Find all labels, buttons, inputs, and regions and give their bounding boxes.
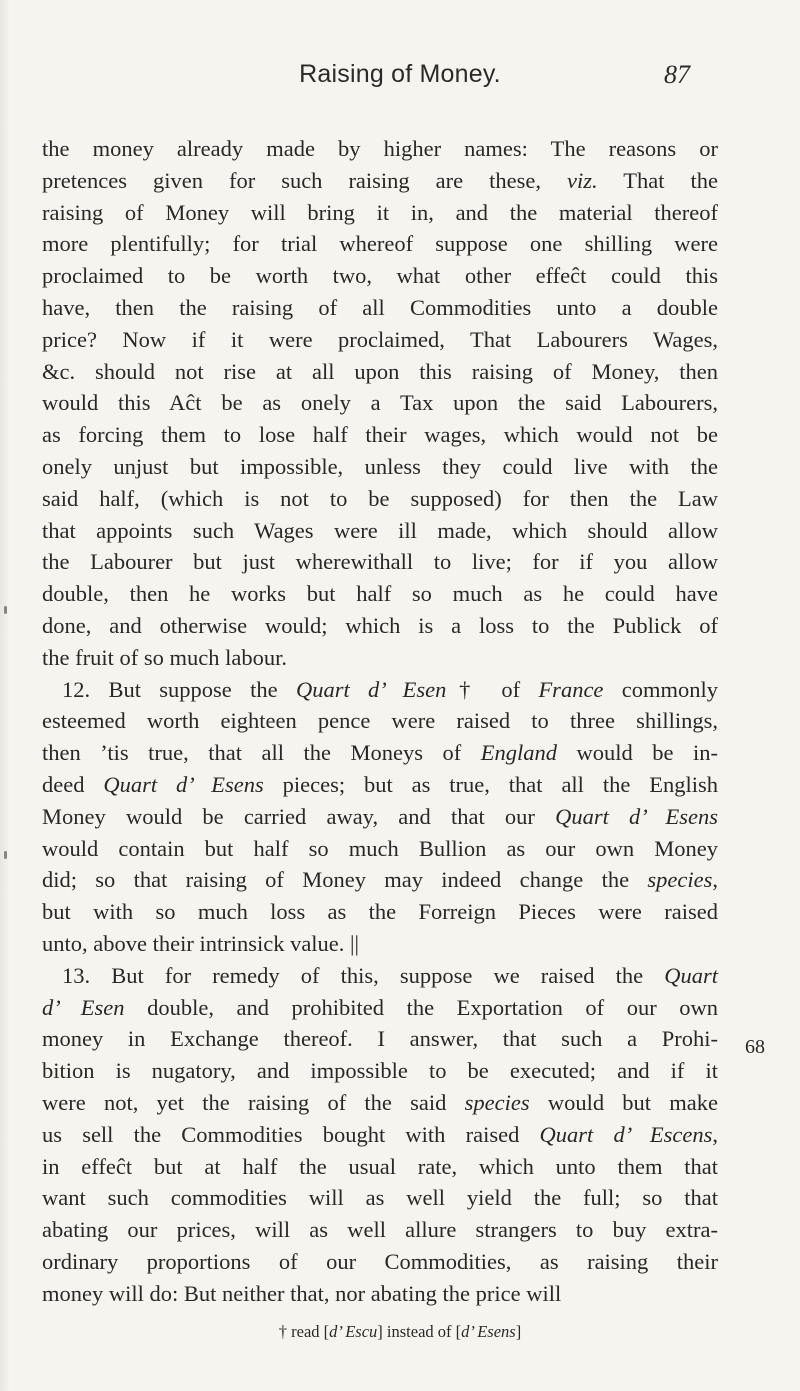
text-line: were not, yet the raising of the said species would but make <box>42 1089 719 1115</box>
text-line: money in Exchange thereof. I answer, that such a Prohi- <box>42 1026 718 1052</box>
margin-page-reference: 68 <box>745 1036 765 1058</box>
text-line: d’ Esen double, and prohibited the Exportation of our own <box>42 994 718 1020</box>
body-text <box>42 133 718 1309</box>
text-line: deed Quart d’ Esens pieces; but as true, that all the English <box>42 771 718 797</box>
text-line: but with so much loss as the Forreign Pieces were raised <box>42 899 718 925</box>
text-line: unto, above their intrinsick value. || <box>42 930 360 956</box>
text-line: then ’tis true, that all the Moneys of England would be in- <box>42 740 718 766</box>
text-line: more plentifully; for trial whereof suppose one shilling were <box>42 231 718 257</box>
footnote: † read [d’ Escu] instead of [d’ Esens] <box>278 1322 522 1341</box>
text-line: the fruit of so much labour. <box>42 644 287 670</box>
text-line: want such commodities will as well yield the full; so that <box>42 1185 718 1211</box>
text-line: abating our prices, will as well allure strangers to buy extra- <box>42 1217 718 1243</box>
text-line: the Labourer but just wherewithall to live; for if you allow <box>42 549 718 575</box>
text-line: pretences given for such raising are these, viz. That the <box>42 167 718 193</box>
text-line: price? Now if it were proclaimed, That Labourers Wages, <box>42 326 718 352</box>
text-line: ordinary proportions of our Commodities, as raising their <box>42 1248 718 1274</box>
text-line: bition is nugatory, and impossible to be executed; and if it <box>42 1058 718 1084</box>
text-line: double, then he works but half so much as he could have <box>42 581 718 607</box>
text-line: money will do: But neither that, nor abating the price will <box>42 1280 562 1306</box>
margin-tick <box>4 851 7 859</box>
text-line: as forcing them to lose half their wages, which would not be <box>42 422 718 448</box>
page-header <box>0 52 800 92</box>
text-line: said half, (which is not to be supposed) for then the Law <box>42 485 718 511</box>
text-line: 12. But suppose the Quart d’ Esen† of France commonly <box>62 676 718 702</box>
text-line: done, and otherwise would; which is a loss to the Publick of <box>42 612 718 638</box>
text-line: raising of Money will bring it in, and the material thereof <box>42 199 718 225</box>
text-line: esteemed worth eighteen pence were raised to three shillings, <box>42 708 718 734</box>
text-line: in effeĉt but at half the usual rate, which unto them that <box>42 1153 718 1179</box>
text-line: did; so that raising of Money may indeed change the species, <box>42 867 718 893</box>
text-line: 13. But for remedy of this, suppose we raised the Quart <box>62 962 718 988</box>
running-title: Raising of Money. <box>299 60 501 88</box>
margin-tick <box>4 606 7 614</box>
text-line: Money would be carried away, and that our Quart d’ Esens <box>42 803 719 829</box>
text-line: onely unjust but impossible, unless they could live with the <box>42 453 718 479</box>
text-line: have, then the raising of all Commodities unto a double <box>42 294 718 320</box>
binding-shadow <box>0 0 10 1391</box>
page-number: 87 <box>664 60 690 89</box>
text-line: would contain but half so much Bullion as our own Money <box>42 835 718 861</box>
text-line: that appoints such Wages were ill made, which should allow <box>42 517 718 543</box>
text-line: &c. should not rise at all upon this raising of Money, then <box>42 358 718 384</box>
text-line: the money already made by higher names: The reasons or <box>42 136 718 161</box>
text-line: would this Aĉt be as onely a Tax upon the said Labourers, <box>42 390 718 416</box>
text-line: proclaimed to be worth two, what other effeĉt could this <box>42 263 718 289</box>
text-line: us sell the Commodities bought with raised Quart d’ Escens, <box>42 1121 718 1147</box>
